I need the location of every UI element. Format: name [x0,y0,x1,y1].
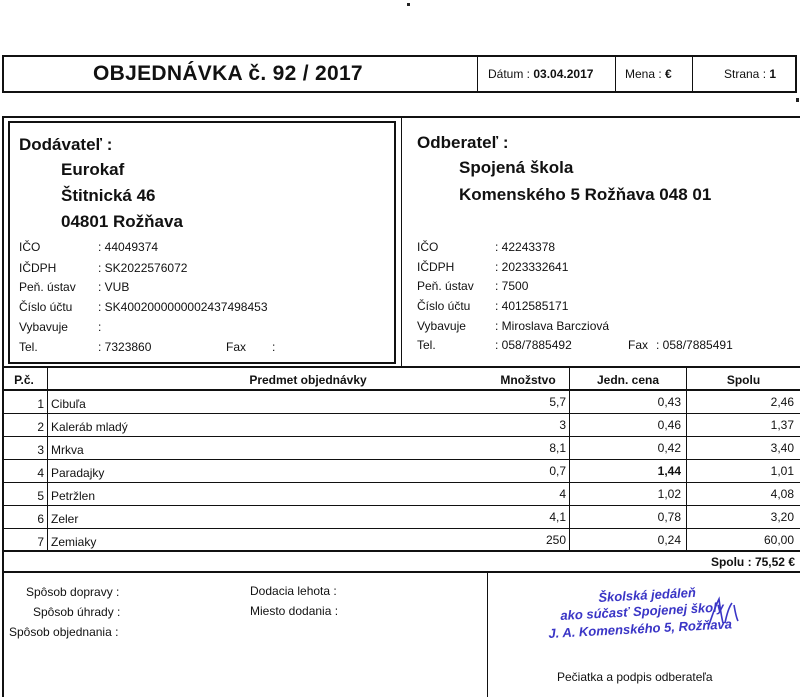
date-label: Dátum : [488,67,531,81]
supplier-name: Eurokaf [61,160,125,179]
customer-field-label: IČDPH [417,260,455,274]
row-total: 1,37 [770,418,794,432]
customer-address: Komenského 5 Rožňava 048 01 [459,185,712,204]
date-field [488,67,593,81]
table-row-line [2,528,800,529]
row-total: 3,20 [770,510,794,524]
table-top-line [2,366,800,368]
table-header-line [2,389,800,391]
customer-field-value: : Miroslava Barcziová [495,319,610,333]
row-unit-price: 0,42 [657,441,681,455]
customer-tel-value: : 058/7885492 [495,338,572,352]
table-bottom-line [2,550,800,552]
customer-field-value: : 2023332641 [495,260,569,274]
supplier-city: 04801 Rožňava [61,212,183,231]
payment-label: Spôsob úhrady : [33,605,121,619]
row-item: Cibuľa [51,397,86,411]
date-value: 03.04.2017 [533,67,594,81]
supplier-heading: Dodávateľ : [19,135,113,154]
supplier-field-value: : VUB [98,280,130,294]
scan-speck [796,98,799,102]
row-unit-price: 0,43 [657,395,681,409]
table-col-line [47,368,48,552]
customer-field-value: : 7500 [495,279,529,293]
customer-tel-label: Tel. [417,338,436,352]
signature-label: Pečiatka a podpis odberateľa [557,670,713,684]
customer-field-label: Peň. ústav [417,279,474,293]
row-number: 3 [37,443,44,457]
supplier-field-label: IČDPH [19,261,57,275]
customer-field-label: Číslo účtu [417,299,471,313]
table-row-line [2,436,800,437]
customer-field-label: IČO [417,240,439,254]
row-item: Mrkva [51,443,84,457]
row-quantity: 8,1 [549,441,566,455]
document-title: OBJEDNÁVKA č. 92 / 2017 [93,62,363,85]
page-field [724,67,776,81]
supplier-field-value: : SK2022576072 [98,261,188,275]
signature-scribble [705,595,745,629]
header-divider [692,56,693,92]
supplier-field-value: : 44049374 [98,240,159,254]
row-total: 60,00 [763,533,794,547]
supplier-field-label: Peň. ústav [19,280,76,294]
row-quantity: 5,7 [549,395,566,409]
header-divider [615,56,616,92]
row-total: 4,08 [770,487,794,501]
row-number: 6 [37,512,44,526]
currency-label: Mena : [625,67,662,81]
supplier-field-label: Číslo účtu [19,300,73,314]
row-number: 7 [37,535,44,549]
supplier-tel-label: Tel. [19,340,38,354]
page-label: Strana : [724,67,767,81]
row-item: Zemiaky [51,535,97,549]
row-total: 3,40 [770,441,794,455]
supplier-fax-label: Fax [226,340,247,354]
supplier-field-value: : SK4002000000002437498453 [98,300,268,314]
row-quantity: 0,7 [549,464,566,478]
table-row-line [2,413,800,414]
row-quantity: 3 [559,418,566,432]
transport-label: Spôsob dopravy : [26,585,120,599]
customer-fax-label: Fax [628,338,649,352]
header-divider [477,56,478,92]
school-stamp-line: Školská jedáleň [598,584,697,605]
delivery-time-label: Dodacia lehota : [250,584,337,598]
customer-field-value: : 42243378 [495,240,556,254]
col-header-item: Predmet objednávky [249,373,367,387]
customer-heading: Odberateľ : [417,133,509,152]
row-unit-price: 0,46 [657,418,681,432]
table-row-line [2,459,800,460]
col-header-unit-price: Jedn. cena [596,373,660,387]
sum-bottom-line [2,571,800,573]
row-number: 5 [37,489,44,503]
row-quantity: 4,1 [549,510,566,524]
row-total: 1,01 [770,464,794,478]
supplier-field-value: : [98,320,102,334]
row-item: Petržlen [51,489,96,503]
party-divider [401,117,402,366]
currency-value: € [665,67,672,81]
grand-total-value: 75,52 € [754,555,795,569]
row-number: 2 [37,420,44,434]
page-value: 1 [769,67,777,81]
scan-speck [407,3,410,6]
row-unit-price: 1,02 [657,487,681,501]
supplier-fax-value: : [272,340,276,354]
col-header-quantity: Množstvo [500,373,556,387]
col-header-total: Spolu [726,373,761,387]
supplier-street: Štitnická 46 [61,186,156,205]
row-item: Paradajky [51,466,105,480]
customer-fax-value: : 058/7885491 [656,338,733,352]
row-number: 4 [37,466,44,480]
grand-total-label: Spolu : [710,555,752,569]
table-row-line [2,482,800,483]
table-row-line [2,505,800,506]
grand-total [640,555,795,569]
row-total: 2,46 [770,395,794,409]
customer-name: Spojená škola [459,158,574,177]
row-quantity: 4 [559,487,566,501]
supplier-field-label: Vybavuje [19,320,68,334]
footer-divider [487,573,488,697]
row-unit-price: 0,24 [657,533,681,547]
supplier-field-label: IČO [19,240,41,254]
school-stamp-line: J. A. Komenského 5, Rožňava [548,616,733,641]
customer-field-value: : 4012585171 [495,299,569,313]
row-quantity: 250 [545,533,566,547]
row-item: Kaleráb mladý [51,420,128,434]
delivery-place-label: Miesto dodania : [250,604,339,618]
row-unit-price: 0,78 [657,510,681,524]
currency-field [625,67,672,81]
customer-field-label: Vybavuje [417,319,466,333]
row-unit-price: 1,44 [657,464,681,478]
order-method-label: Spôsob objednania : [9,625,119,639]
row-item: Zeler [51,512,79,526]
col-header-number: P.č. [14,373,34,387]
school-stamp-line: ako súčasť Spojenej školy [560,599,725,623]
supplier-tel-value: : 7323860 [98,340,152,354]
row-number: 1 [37,397,44,411]
